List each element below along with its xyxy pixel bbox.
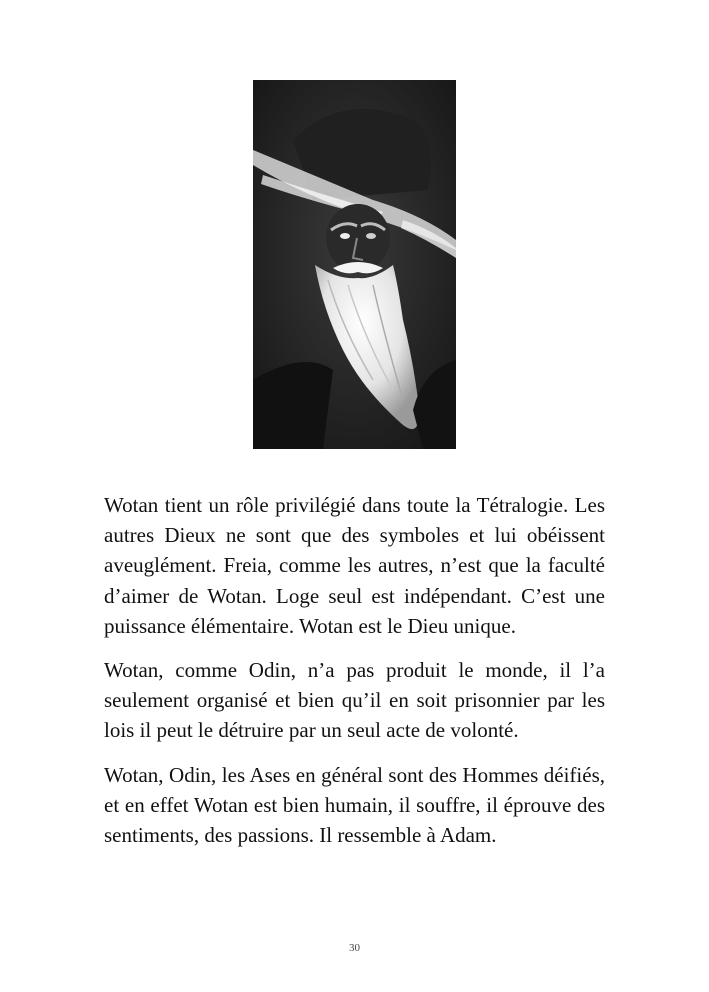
page-number: 30 (349, 942, 360, 954)
paragraph-2: Wotan, comme Odin, n’a pas produit le monde, il l’a seulement organisé et bien qu’il en soit prisonnier par les lois il peut le détruire par un seul acte de volonté. (104, 658, 605, 743)
paragraph-3: Wotan, Odin, les Ases en général sont des Hommes déifiés, et en effet Wotan est bien humain, il souffre, il éprouve des sentiments, des passions. Il ressemble à Adam. (104, 762, 605, 848)
paragraph-1: Wotan tient un rôle privilégié dans toute la Tétralogie. Les autres Dieux ne sont que des symboles et lui obéissent aveuglément. Freia, comme les autres, n’est que la faculté d’aimer de Wotan. Loge seul est indépendant. C’est une puissance élémentaire. Wotan est le Dieu unique. (104, 493, 605, 638)
body-text (104, 490, 605, 864)
portrait-photo (253, 80, 456, 449)
